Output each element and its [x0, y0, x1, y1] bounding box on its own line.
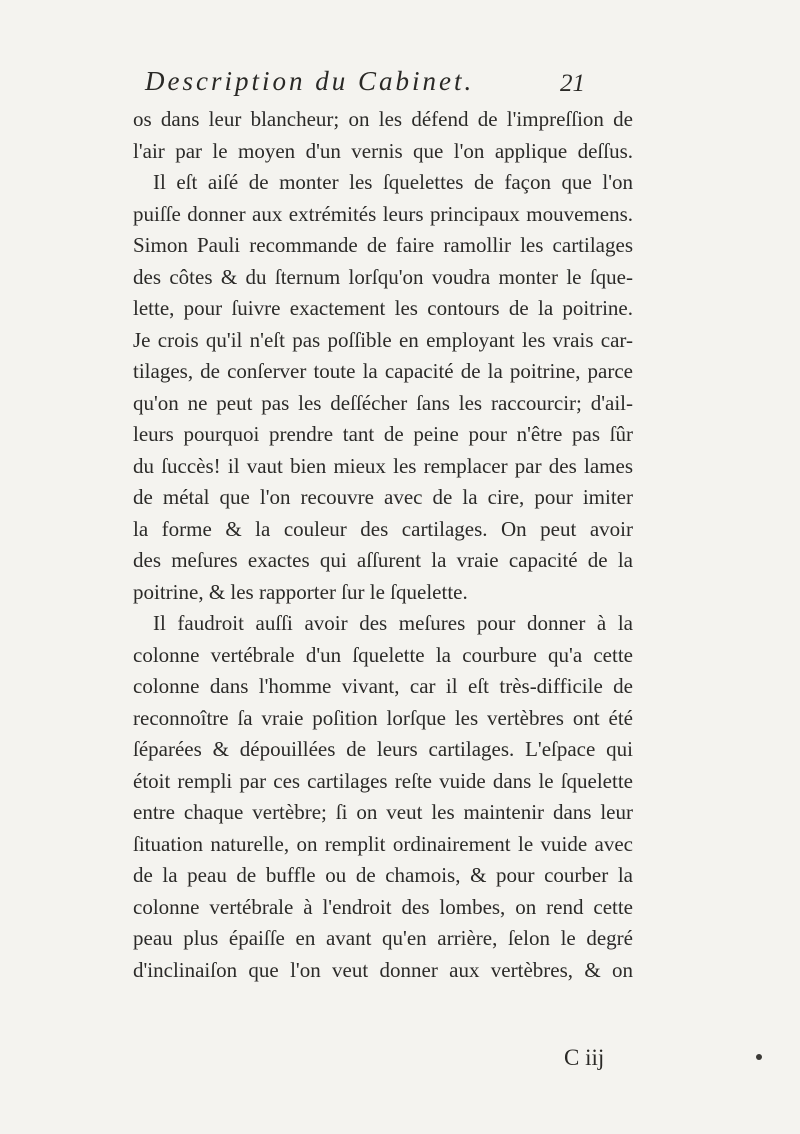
body-text: [133, 104, 633, 986]
text-line: puiſſe donner aux extrémités leurs principaux mouvemens.: [133, 201, 633, 226]
text-line: leurs pourquoi prendre tant de peine pour n'être pas ſûr: [133, 422, 633, 446]
text-line: ſituation naturelle, on remplit ordinairement le vuide avec: [133, 831, 633, 856]
text-line: de la peau de buffle ou de chamois, & pour courber la: [133, 863, 633, 887]
text-line: qu'on ne peut pas les deſſécher ſans les raccourcir; d'ail-: [133, 390, 633, 415]
text-line: colonne vertébrale d'un ſquelette la courbure qu'a cette: [133, 642, 633, 667]
running-head: [145, 66, 605, 106]
text-line: colonne vertébrale à l'endroit des lombes, on rend cette: [133, 894, 633, 919]
text-line: os dans leur blancheur; on les défend de l'impreſſion de: [133, 107, 633, 131]
text-line: des meſures exactes qui aſſurent la vraie capacité de la: [133, 548, 633, 572]
text-line: du ſuccès! il vaut bien mieux les remplacer par des lames: [133, 453, 633, 478]
text-line: des côtes & du ſternum lorſqu'on voudra monter le ſque-: [133, 264, 633, 289]
text-line: Il eſt aiſé de monter les ſquelettes de façon que l'on: [153, 170, 633, 194]
signature-mark: C iij: [564, 1045, 605, 1070]
text-line: peau plus épaiſſe en avant qu'en arrière, ſelon le degré: [133, 926, 633, 950]
text-line: entre chaque vertèbre; ſi on veut les maintenir dans leur: [133, 800, 633, 824]
text-line: poitrine, & les rapporter ſur le ſquelette.: [133, 579, 468, 604]
text-line: la forme & la couleur des cartilages. On peut avoir: [133, 516, 633, 541]
text-line: Il faudroit auſſi avoir des meſures pour donner à la: [153, 611, 633, 635]
text-line: colonne dans l'homme vivant, car il eſt très-difficile de: [133, 674, 633, 698]
text-line: d'inclinaiſon que l'on veut donner aux vertèbres, & on: [133, 957, 633, 982]
page-number: 21: [560, 70, 585, 97]
text-line: tilages, de conſerver toute la capacité de la poitrine, parce: [133, 359, 633, 383]
text-line: étoit rempli par ces cartilages reſte vuide dans le ſquelette: [133, 768, 633, 793]
running-title: Description du Cabinet.: [145, 66, 475, 96]
text-line: reconnoître ſa vraie poſition lorſque les vertèbres ont été: [133, 705, 633, 730]
text-line: lette, pour ſuivre exactement les contours de la poitrine.: [133, 296, 633, 320]
ink-speck: [756, 1054, 762, 1060]
text-line: Je crois qu'il n'eſt pas poſſible en employant les vrais car-: [133, 327, 633, 352]
text-line: l'air par le moyen d'un vernis que l'on applique deſſus.: [133, 138, 633, 163]
text-line: de métal que l'on recouvre avec de la cire, pour imiter: [133, 485, 633, 509]
text-line: ſéparées & dépouillées de leurs cartilages. L'eſpace qui: [133, 737, 633, 761]
text-line: Simon Pauli recommande de faire ramollir les cartilages: [133, 233, 633, 257]
